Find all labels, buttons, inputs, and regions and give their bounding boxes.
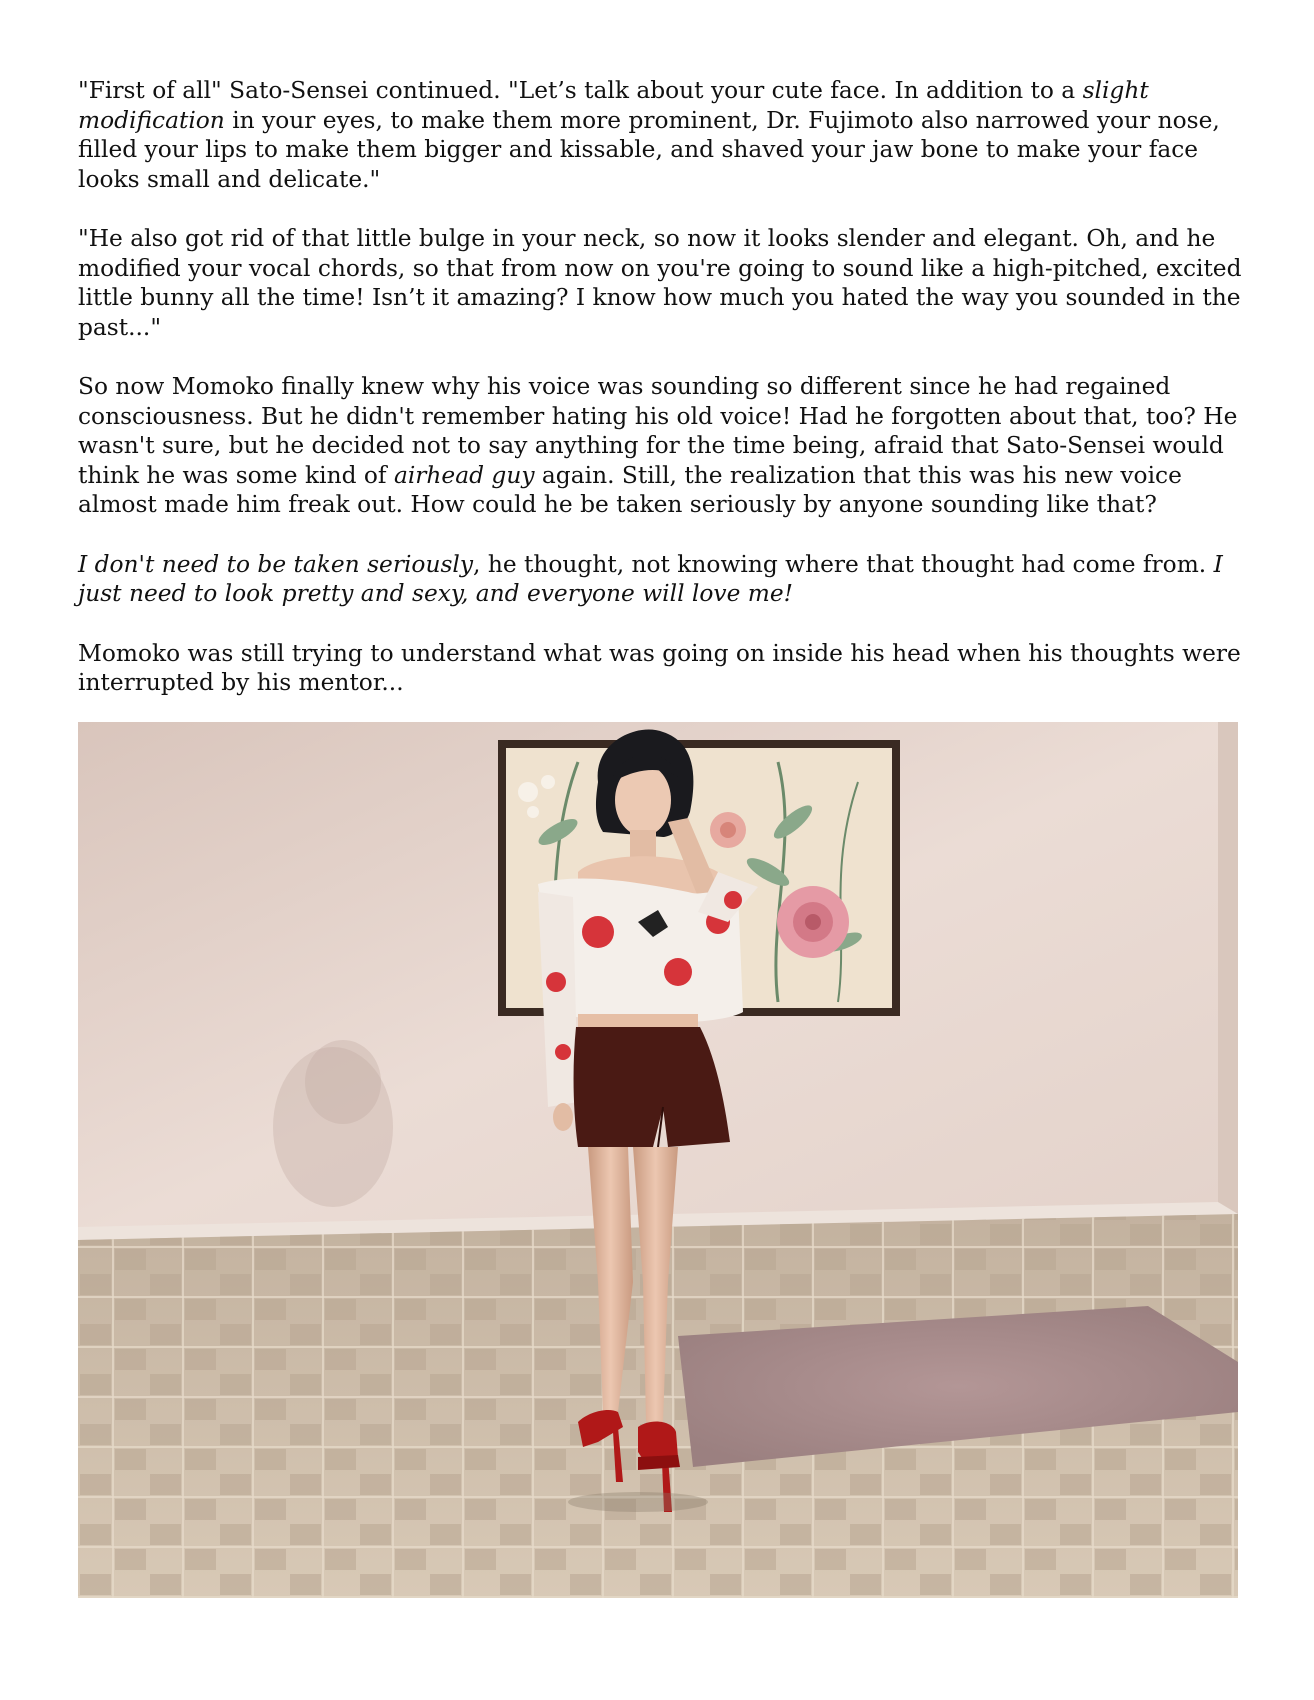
story-paragraph — [78, 224, 1248, 342]
side-wall — [1218, 722, 1238, 1262]
text-span: again. Still, the realization that this was his new voice almost made him freak out. How could he be taken seriously by anyone sounding like that? — [78, 461, 1182, 518]
text-span: in your eyes, to make them more prominent, Dr. Fujimoto also narrowed your nose, filled your lips to make them bigger and kissable, and shaved your jaw bone to make your face looks small and delicate." — [78, 106, 1220, 193]
text-span: Momoko was still trying to understand what was going on inside his head when his thoughts were interrupted by his mentor... — [78, 639, 1241, 696]
story-paragraph — [78, 76, 1248, 194]
text-span: So now Momoko finally knew why his voice was sounding so different since he had regained consciousness. But he didn't remember hating his old voice! Had he forgotten about that, too? He wasn't sure, but he decided not to say anything for the time being, afraid that Sato-Sensei would think he was some kind of — [78, 373, 1238, 489]
italic-text: airhead guy — [393, 461, 535, 489]
room-scene — [78, 722, 1238, 1598]
italic-text: I just need to look pretty and sexy, and everyone will love me! — [78, 550, 1223, 607]
italic-text: slight modification — [78, 77, 1149, 134]
story-paragraph — [78, 372, 1248, 520]
story-illustration — [78, 722, 1238, 1598]
story-paragraph — [78, 639, 1248, 698]
text-span: "He also got rid of that little bulge in your neck, so now it looks slender and elegant. Oh, and he modified your vocal chords, so that from now on you're going to sound like a high-pitched, excited little bunny all the time! Isn’t it amazing? I know how much you hated the way you sounded in the past..." — [78, 225, 1242, 341]
italic-text: I don't need to be taken seriously — [78, 550, 474, 578]
text-span: "First of all" Sato-Sensei continued. "Let’s talk about your cute face. In addition to a — [78, 77, 1083, 104]
story-paragraph — [78, 550, 1248, 609]
story-text — [78, 76, 1248, 728]
text-span: , he thought, not knowing where that thought had come from. — [473, 550, 1214, 578]
